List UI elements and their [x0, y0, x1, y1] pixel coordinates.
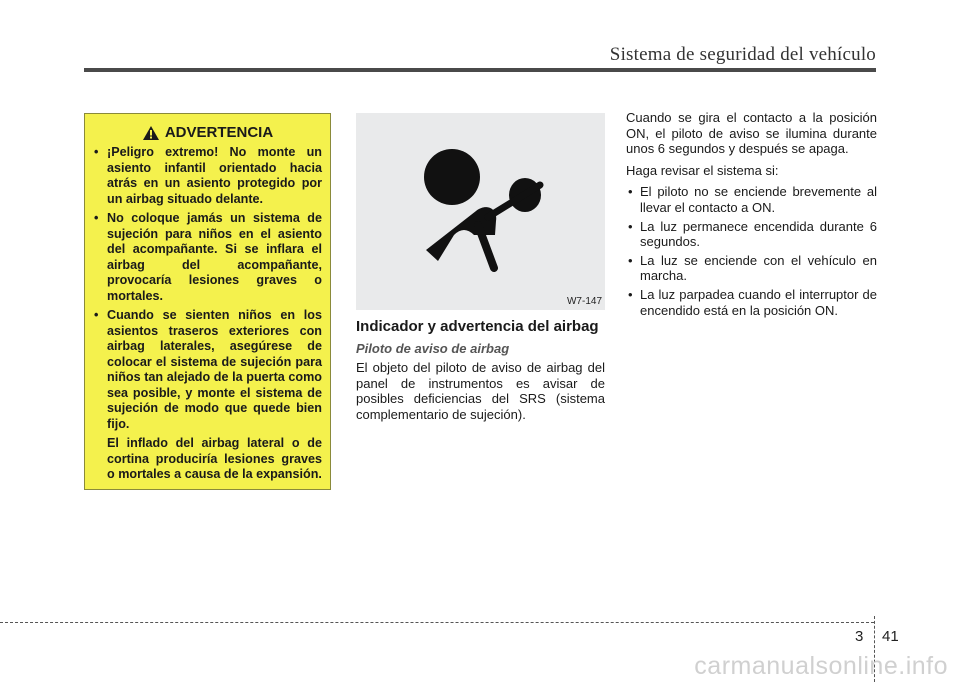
warning-extra: El inflado del airbag lateral o de cortina produciría lesiones graves o mortales a causa de la expansión. — [107, 436, 322, 481]
header-rule — [84, 68, 876, 72]
right-column — [626, 110, 877, 321]
warning-item: • Cuando se sienten niños en los asientos traseros exteriores con airbag laterales, asegúrese de colocar el sistema de sujeción para niños tan alejado de la puerta como sea posible, y monte el sistema de sujeción de modo que quede bien fijo. — [93, 308, 322, 432]
section-title: Indicador y advertencia del airbag — [356, 318, 599, 335]
check-item: • La luz se enciende con el vehículo en marcha. — [626, 253, 877, 284]
warning-title-text: ADVERTENCIA — [164, 124, 274, 141]
watermark: carmanualsonline.info — [694, 652, 948, 680]
warning-item: • No coloque jamás un sistema de sujeción para niños en el asiento del acompañante. Si se inflara el airbag del acompañante, provocaría lesiones graves o mortales. — [93, 211, 322, 304]
check-list — [626, 184, 877, 318]
right-intro: Cuando se gira el contacto a la posición ON, el piloto de aviso se ilumina durante unos 6 segundos y después se apaga. — [626, 110, 877, 157]
check-item: • El piloto no se enciende brevemente al llevar el contacto a ON. — [626, 184, 877, 215]
warning-item: • ¡Peligro extremo! No monte un asiento infantil orientado hacia atrás en un asiento protegido por un airbag situado delante. — [93, 145, 322, 207]
check-item: • La luz permanece encendida durante 6 segundos. — [626, 219, 877, 250]
airbag-warning-icon — [356, 113, 605, 310]
warning-box — [84, 113, 331, 490]
right-check: Haga revisar el sistema si: — [626, 162, 779, 178]
chapter-number: 3 — [855, 628, 864, 645]
section-subtitle: Piloto de aviso de airbag — [356, 341, 510, 356]
warning-triangle-icon — [142, 125, 160, 141]
check-item: • La luz parpadea cuando el interruptor de encendido está en la posición ON. — [626, 287, 877, 318]
figure-code: W7-147 — [566, 296, 602, 307]
warning-list — [93, 145, 322, 432]
page-number: 41 — [882, 628, 899, 645]
warning-title — [93, 124, 322, 141]
section-body: El objeto del piloto de aviso de airbag del panel de instrumentos es avisar de posibles deficiencias del SRS (sistema complementario de sujeción). — [356, 360, 605, 422]
airbag-section — [356, 318, 605, 422]
header-title: Sistema de seguridad del vehículo — [609, 44, 876, 65]
airbag-figure — [356, 113, 605, 310]
footer-rule — [0, 622, 874, 623]
